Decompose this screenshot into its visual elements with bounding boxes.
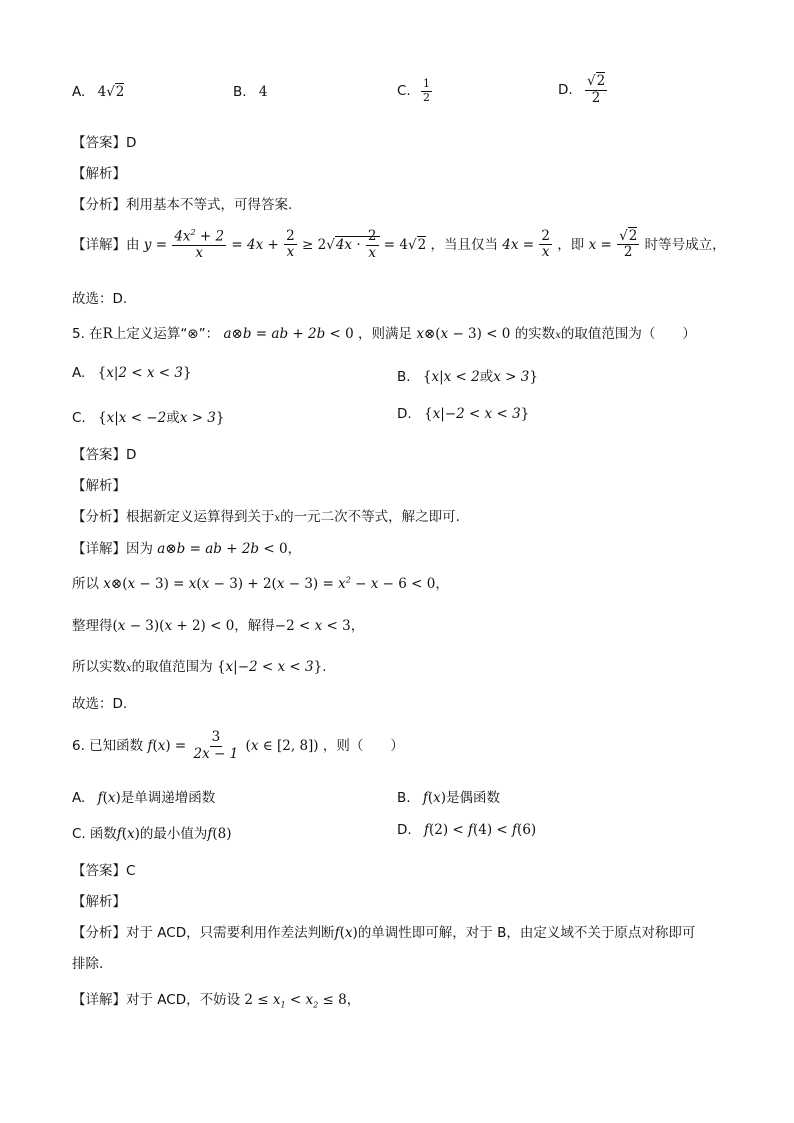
q5-option-c: C. {x|x < −2或x > 3}: [72, 410, 225, 426]
q6-answer: 【答案】C: [72, 863, 136, 879]
q4-jiexi: 【解析】: [72, 166, 126, 182]
q6-option-a: A. f(x)是单调递增函数: [72, 790, 216, 806]
q6-jiexi: 【解析】: [72, 894, 126, 910]
q5-option-a: A. {x|2 < x < 3}: [72, 365, 192, 381]
option-letter: B.: [233, 84, 247, 100]
q4-option-b: [233, 84, 267, 100]
option-letter: A.: [72, 84, 86, 100]
q5-line4: 所以实数x的取值范围为 {x|−2 < x < 3}.: [72, 659, 327, 675]
q6-analysis-1: 【分析】对于 ACD，只需要利用作差法判断f(x)的单调性即可解，对于 B，由定义域不关于原点对称即可: [72, 925, 696, 941]
q6-option-d: D. f(2) < f(4) < f(6): [397, 822, 537, 838]
q6-analysis-2: 排除.: [72, 956, 104, 972]
q6-detail: 【详解】对于 ACD，不妨设 $2 \le x_1 < x_2 \le 8$，: [72, 992, 361, 1010]
q4-detail: 【详解】由 y = $\frac{4x^2 + 2}{x}$ = 4x + $\frac{2}{x}$ ≥ 2√4x · $\frac{2}{x}$ = 4√2 ，当且仅当 4x = $\frac{2}{x}$ ，即 x = $\frac{√2}{2}$ 时等号成立，: [72, 227, 726, 262]
q4-conclusion: 故选：D.: [72, 291, 128, 307]
q6-stem: 6. 已知函数 f(x) = $\frac{3}{2x - 1}$ (x ∈ [2, 8]) ，则（ ）: [72, 729, 404, 762]
q6-option-b: B. f(x)是偶函数: [397, 790, 501, 806]
q5-stem: 5. 在R上定义运算“⊗”： a⊗b = ab + 2b < 0 ，则满足 x⊗(x − 3) < 0 的实数x的取值范围为（ ）: [72, 326, 696, 342]
q4-option-a: A. 4√2: [72, 84, 125, 100]
q5-option-d: D. {x|−2 < x < 3}: [397, 406, 530, 422]
q5-analysis: 【分析】根据新定义运算得到关于x的一元二次不等式，解之即可.: [72, 509, 460, 525]
q6-option-c: C. 函数f(x)的最小值为f(8): [72, 826, 232, 842]
option-letter: C.: [397, 83, 411, 100]
q5-answer: 【答案】D: [72, 447, 137, 463]
q5-line3: 整理得(x − 3)(x + 2) < 0，解得−2 < x < 3，: [72, 618, 365, 634]
option-value: 4: [258, 84, 268, 100]
q5-line2: 所以 x⊗(x − $3) = x(x - 3) + 2(x - 3) = x^2 - x - 6 < 0$，: [72, 575, 449, 592]
q4-answer: 【答案】D: [72, 135, 137, 151]
q4-analysis: 【分析】利用基本不等式，可得答案.: [72, 197, 293, 213]
q4-option-c: C. $\frac{1}{2}$: [397, 77, 431, 104]
q5-detail: 【详解】因为 a⊗b = ab + 2b < 0，: [72, 541, 302, 557]
q4-option-d: D. $\frac{√2}{2}$: [558, 73, 606, 106]
q5-conclusion: 故选：D.: [72, 696, 128, 712]
q5-option-b: B. {x|x < 2或x > 3}: [397, 369, 538, 385]
option-letter: D.: [558, 82, 573, 99]
q5-jiexi: 【解析】: [72, 478, 126, 494]
